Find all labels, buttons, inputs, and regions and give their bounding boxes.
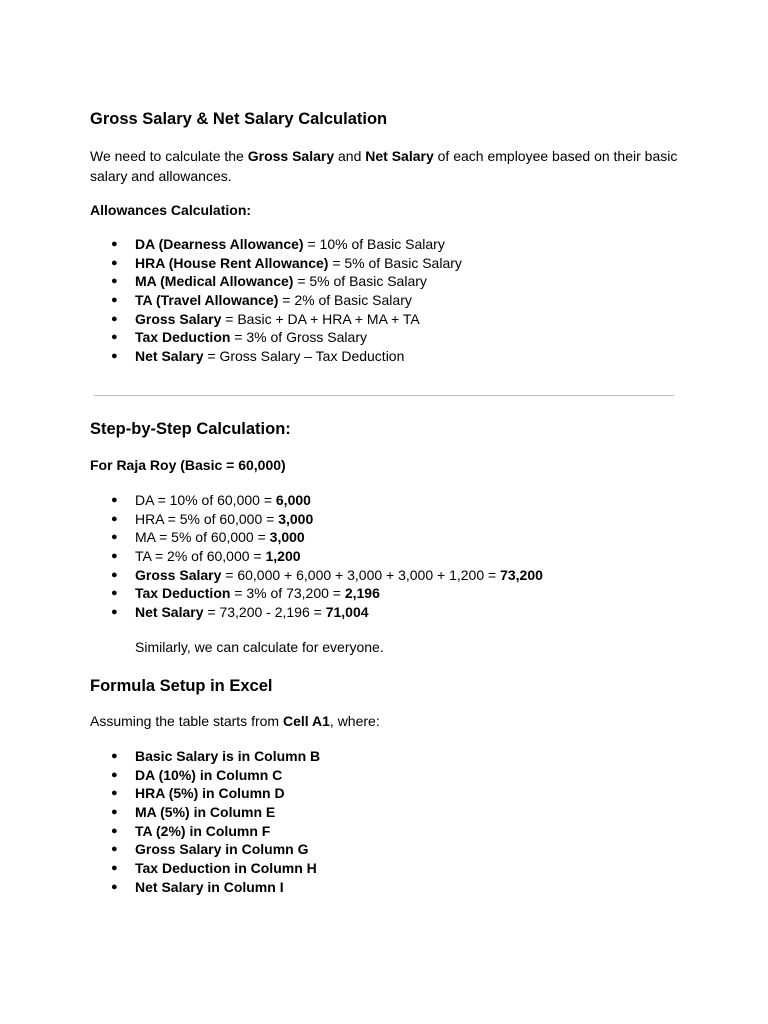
item-text: MA (5%) in Column E [135,804,276,821]
item-term: MA (Medical Allowance) [135,273,294,290]
bullet-icon: ● [111,312,118,325]
item-term: Net Salary [135,604,204,621]
bullet-icon: ● [111,294,118,307]
bullet-icon: ● [111,512,118,525]
bullet-icon: ● [111,862,118,875]
item-term: Gross Salary [135,566,222,583]
bullet-icon: ● [111,587,118,600]
bullet-icon: ● [111,331,118,344]
section-title-gross-net: Gross Salary & Net Salary Calculation [90,110,388,128]
intro-bold-net: Net Salary [365,148,434,164]
item-result: 1,200 [265,548,301,565]
item-term: TA (Travel Allowance) [135,292,279,309]
item-text: DA (10%) in Column C [135,766,283,783]
bullet-icon: ● [111,806,118,819]
list-item [90,878,320,897]
column-mapping-list [90,747,320,897]
list-item [90,547,543,566]
bullet-icon: ● [111,275,118,288]
item-formula: MA = 5% of 60,000 = [135,529,270,546]
item-def: = Basic + DA + HRA + MA + TA [221,310,420,327]
item-formula: DA = 10% of 60,000 = [135,492,276,508]
allowances-list [90,235,462,366]
list-item [90,491,543,510]
formula-intro-text-1: Assuming the table starts from [90,713,283,729]
list-item [90,584,543,603]
item-formula: = 73,200 - 2,196 = [203,604,326,621]
calculation-list [90,491,543,622]
intro-text-3: of each employee based on their basic salary and allowances. [90,148,678,184]
list-item [90,254,462,273]
item-formula: HRA = 5% of 60,000 = [135,510,279,527]
similarly-note: Similarly, we can calculate for everyone. [135,639,384,655]
item-result: 2,196 [344,585,380,602]
item-text: Net Salary in Column I [135,878,284,895]
bullet-icon: ● [111,880,118,893]
item-text: Basic Salary is in Column B [135,748,321,764]
bullet-icon: ● [111,568,118,581]
item-text: HRA (5%) in Column D [135,785,285,802]
list-item [90,784,320,803]
formula-intro-bold-cell: Cell A1 [282,713,330,729]
bullet-icon: ● [111,606,118,619]
item-term: Gross Salary [135,310,222,327]
item-term: DA (Dearness Allowance) [135,236,304,252]
item-result: 6,000 [275,492,311,508]
item-def: = Gross Salary – Tax Deduction [203,348,405,365]
list-item [90,528,543,547]
list-item [90,859,320,878]
item-text: TA (2%) in Column F [135,822,271,839]
bullet-icon: ● [111,787,118,800]
intro-text-2: and [334,148,366,164]
bullet-icon: ● [111,350,118,363]
bullet-icon: ● [111,768,118,781]
item-formula: = 60,000 + 6,000 + 3,000 + 3,000 + 1,200 = [221,566,501,583]
intro-text-1: We need to calculate the [90,148,248,164]
allowances-heading: Allowances Calculation: [90,202,252,218]
bullet-icon: ● [111,824,118,837]
item-result: 3,000 [269,529,305,546]
bullet-icon: ● [111,238,118,250]
item-term: Net Salary [135,348,204,365]
list-item [90,347,462,366]
list-item [90,603,543,622]
list-item [90,291,462,310]
list-item [90,510,543,529]
example-heading: For Raja Roy (Basic = 60,000) [90,457,286,473]
formula-intro-text-2: , where: [329,713,380,729]
horizontal-divider [94,395,674,396]
list-item [90,822,320,841]
list-item [90,766,320,785]
bullet-icon: ● [111,494,118,506]
bullet-icon: ● [111,531,118,544]
list-item [90,328,462,347]
item-def: = 5% of Basic Salary [293,273,427,290]
list-item [90,803,320,822]
list-item [90,272,462,291]
bullet-icon: ● [111,843,118,856]
bullet-icon: ● [111,750,118,762]
section-title-step-by-step: Step-by-Step Calculation: [90,420,291,438]
item-result: 71,004 [325,604,369,621]
item-def: = 10% of Basic Salary [303,236,445,252]
item-term: HRA (House Rent Allowance) [135,254,329,271]
item-result: 3,000 [278,510,314,527]
item-formula: = 3% of 73,200 = [230,585,345,602]
section-title-formula-setup: Formula Setup in Excel [90,677,273,695]
item-term: Tax Deduction [135,585,231,602]
item-def: = 2% of Basic Salary [278,292,412,309]
list-item [90,310,462,329]
list-item [90,235,462,254]
intro-bold-gross: Gross Salary [247,148,335,164]
bullet-icon: ● [111,550,118,563]
item-text: Tax Deduction in Column H [135,860,317,877]
item-result: 73,200 [500,566,543,583]
item-text: Gross Salary in Column G [135,841,309,858]
bullet-icon: ● [111,256,118,269]
intro-paragraph [90,147,680,186]
item-formula: TA = 2% of 60,000 = [135,548,266,565]
item-def: = 5% of Basic Salary [328,254,462,271]
list-item [90,840,320,859]
item-def: = 3% of Gross Salary [230,329,367,346]
item-term: Tax Deduction [135,329,231,346]
list-item [90,747,320,766]
list-item [90,566,543,585]
formula-intro [90,712,680,732]
